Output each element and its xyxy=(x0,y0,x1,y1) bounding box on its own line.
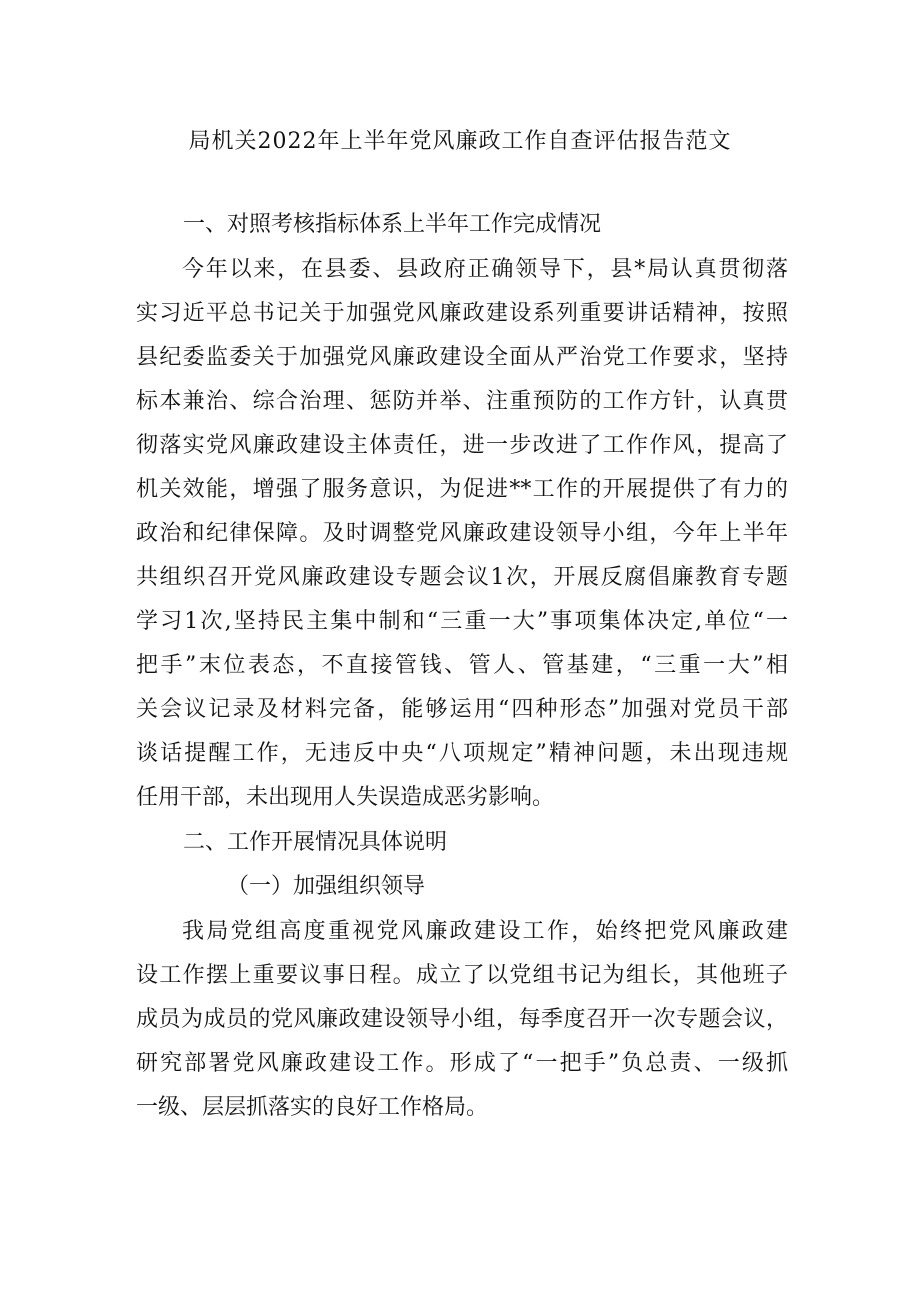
paragraph-line: 研究部署党风廉政建设工作。形成了“一把手”负总责、一级抓 xyxy=(136,1051,788,1076)
paragraph-line: 实习近平总书记关于加强党风廉政建设系列重要讲话精神，按照 xyxy=(136,301,788,326)
section-heading-1: 一、对照考核指标体系上半年工作完成情况 xyxy=(183,212,602,237)
paragraph-line: 任用干部，未出现用人失误造成恶劣影响。 xyxy=(136,785,555,810)
section-heading-2: 二、工作开展情况具体说明 xyxy=(183,830,448,855)
paragraph-line: 成员为成员的党风廉政建设领导小组，每季度召开一次专题会议， xyxy=(136,1007,788,1032)
document-title: 局机关2022年上半年党风廉政工作自查评估报告范文 xyxy=(188,129,732,154)
paragraph-line: 谈话提醒工作，无违反中央“八项规定”精神问题，未出现违规 xyxy=(136,741,788,766)
paragraph-line: 县纪委监委关于加强党风廉政建设全面从严治党工作要求，坚持 xyxy=(136,345,788,370)
paragraph-line: 今年以来，在县委、县政府正确领导下，县*局认真贯彻落 xyxy=(182,257,788,282)
paragraph-line: 共组织召开党风廉政建设专题会议1次，开展反腐倡廉教育专题 xyxy=(136,565,788,590)
paragraph-line: 一级、层层抓落实的良好工作格局。 xyxy=(136,1095,489,1120)
paragraph-line: 我局党组高度重视党风廉政建设工作，始终把党风廉政建 xyxy=(182,919,788,944)
paragraph-line: 设工作摆上重要议事日程。成立了以党组书记为组长，其他班子 xyxy=(136,963,788,988)
paragraph-line: 把手”末位表态，不直接管钱、管人、管基建，“三重一大”相 xyxy=(136,653,788,678)
paragraph-line: 关会议记录及材料完备，能够运用“四种形态”加强对党员干部 xyxy=(136,697,788,722)
paragraph-line: 机关效能，增强了服务意识，为促进**工作的开展提供了有力的 xyxy=(136,477,788,502)
subsection-heading-1: （一）加强组织领导 xyxy=(227,874,426,899)
paragraph-line: 学习1次,坚持民主集中制和“三重一大”事项集体决定,单位“一 xyxy=(136,609,788,634)
paragraph-line: 标本兼治、综合治理、惩防并举、注重预防的工作方针，认真贯 xyxy=(136,389,788,414)
paragraph-line: 彻落实党风廉政建设主体责任，进一步改进了工作作风，提高了 xyxy=(136,433,788,458)
paragraph-line: 政治和纪律保障。及时调整党风廉政建设领导小组，今年上半年 xyxy=(136,521,788,546)
